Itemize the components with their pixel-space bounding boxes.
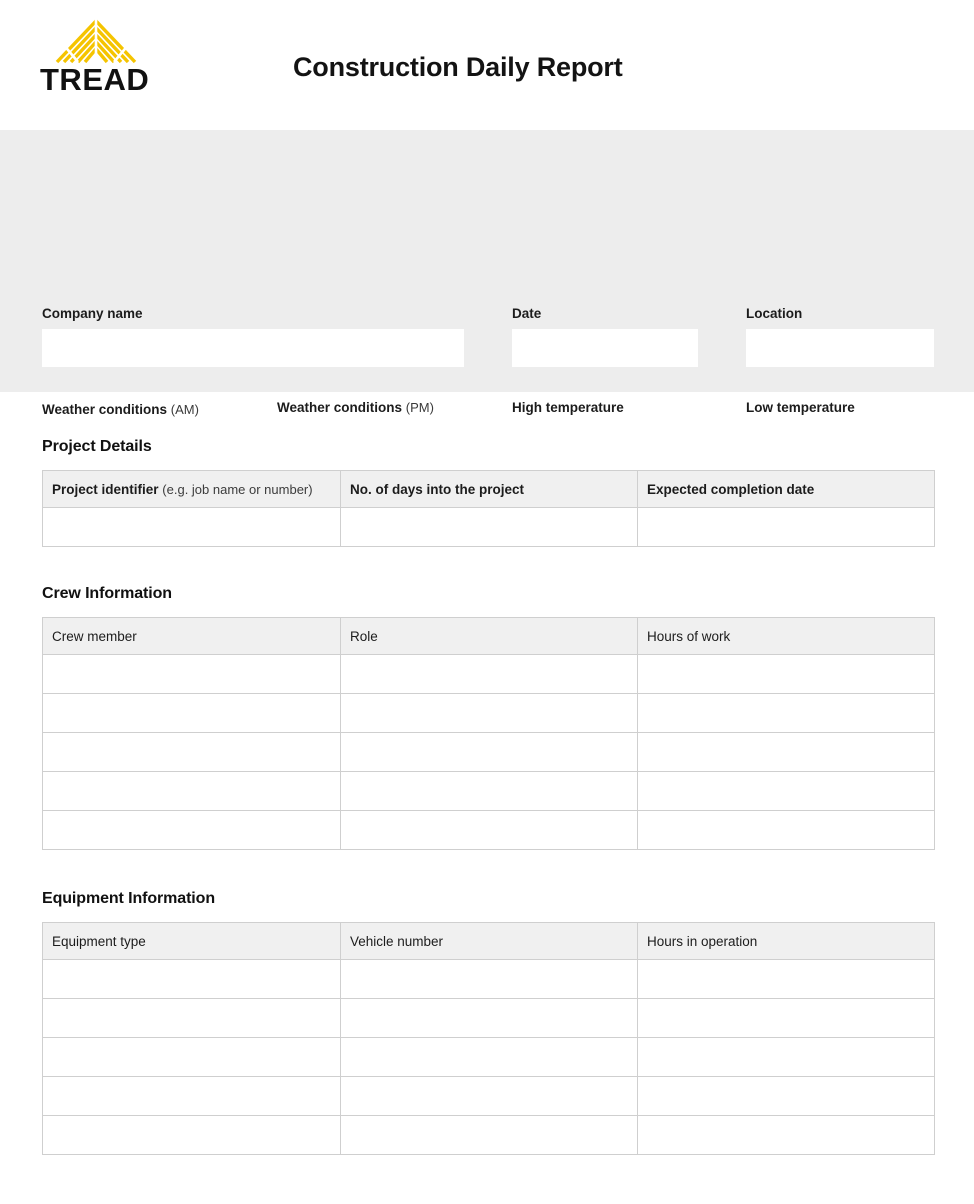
column-header-crew-member: Crew member bbox=[43, 618, 341, 655]
cell-crew-member[interactable] bbox=[43, 733, 341, 772]
report-meta-form bbox=[0, 130, 974, 417]
column-header-equipment-type: Equipment type bbox=[43, 923, 341, 960]
table-row bbox=[43, 1077, 935, 1116]
cell-role[interactable] bbox=[341, 733, 638, 772]
cell-vehicle-number[interactable] bbox=[341, 999, 638, 1038]
location-input[interactable] bbox=[746, 329, 934, 367]
cell-hours-of-work[interactable] bbox=[638, 655, 935, 694]
field-company-name bbox=[42, 306, 464, 367]
crew-information-table bbox=[42, 617, 935, 850]
label-date: Date bbox=[512, 306, 542, 321]
table-row bbox=[43, 508, 935, 547]
label-company-name: Company name bbox=[42, 306, 143, 321]
table-row bbox=[43, 1038, 935, 1077]
brand-wordmark: TREAD bbox=[40, 62, 150, 97]
cell-vehicle-number[interactable] bbox=[341, 960, 638, 999]
table-header-row bbox=[43, 618, 935, 655]
cell-hours-in-operation[interactable] bbox=[638, 999, 935, 1038]
column-header-expected-completion-date: Expected completion date bbox=[638, 471, 935, 508]
cell-role[interactable] bbox=[341, 694, 638, 733]
page-title: Construction Daily Report bbox=[293, 52, 623, 82]
label-location: Location bbox=[746, 306, 803, 321]
cell-days-into-project[interactable] bbox=[341, 508, 638, 547]
label-high-temperature: High temperature bbox=[512, 400, 624, 415]
table-row bbox=[43, 694, 935, 733]
table-header-row bbox=[43, 471, 935, 508]
cell-project-identifier[interactable] bbox=[43, 508, 341, 547]
page-header bbox=[0, 0, 974, 130]
cell-hours-of-work[interactable] bbox=[638, 694, 935, 733]
column-header-vehicle-number: Vehicle number bbox=[341, 923, 638, 960]
field-date bbox=[512, 306, 698, 367]
cell-vehicle-number[interactable] bbox=[341, 1116, 638, 1155]
cell-crew-member[interactable] bbox=[43, 694, 341, 733]
brand-logo bbox=[40, 16, 190, 108]
cell-equipment-type[interactable] bbox=[43, 1038, 341, 1077]
cell-equipment-type[interactable] bbox=[43, 999, 341, 1038]
cell-hours-in-operation[interactable] bbox=[638, 1116, 935, 1155]
cell-role[interactable] bbox=[341, 811, 638, 850]
company-name-input[interactable] bbox=[42, 329, 464, 367]
table-header-row bbox=[43, 923, 935, 960]
label-weather-am: Weather conditions (AM) bbox=[42, 402, 199, 417]
table-row bbox=[43, 1116, 935, 1155]
cell-role[interactable] bbox=[341, 772, 638, 811]
table-row bbox=[43, 811, 935, 850]
table-row bbox=[43, 655, 935, 694]
cell-vehicle-number[interactable] bbox=[341, 1038, 638, 1077]
section-equipment-information bbox=[42, 890, 934, 1155]
section-title-equipment-information: Equipment Information bbox=[42, 890, 216, 907]
column-header-role: Role bbox=[341, 618, 638, 655]
column-header-hours-in-operation: Hours in operation bbox=[638, 923, 935, 960]
cell-hours-in-operation[interactable] bbox=[638, 1038, 935, 1077]
section-project-details bbox=[42, 438, 934, 547]
field-location bbox=[746, 306, 934, 367]
table-row bbox=[43, 772, 935, 811]
cell-crew-member[interactable] bbox=[43, 811, 341, 850]
column-header-days-into-project: No. of days into the project bbox=[341, 471, 638, 508]
label-low-temperature: Low temperature bbox=[746, 400, 855, 415]
table-row bbox=[43, 733, 935, 772]
column-header-project-identifier: Project identifier (e.g. job name or number) bbox=[43, 471, 341, 508]
section-title-crew-information: Crew Information bbox=[42, 585, 172, 602]
table-row bbox=[43, 960, 935, 999]
cell-hours-in-operation[interactable] bbox=[638, 1077, 935, 1116]
section-crew-information bbox=[42, 585, 934, 850]
date-input[interactable] bbox=[512, 329, 698, 367]
cell-hours-of-work[interactable] bbox=[638, 811, 935, 850]
project-details-table bbox=[42, 470, 935, 547]
cell-role[interactable] bbox=[341, 655, 638, 694]
section-title-project-details: Project Details bbox=[42, 438, 152, 455]
cell-equipment-type[interactable] bbox=[43, 1116, 341, 1155]
label-weather-pm: Weather conditions (PM) bbox=[277, 400, 434, 415]
cell-hours-of-work[interactable] bbox=[638, 733, 935, 772]
cell-vehicle-number[interactable] bbox=[341, 1077, 638, 1116]
cell-hours-of-work[interactable] bbox=[638, 772, 935, 811]
table-row bbox=[43, 999, 935, 1038]
cell-hours-in-operation[interactable] bbox=[638, 960, 935, 999]
cell-equipment-type[interactable] bbox=[43, 1077, 341, 1116]
equipment-information-table bbox=[42, 922, 935, 1155]
column-header-hours-of-work: Hours of work bbox=[638, 618, 935, 655]
tread-chevron-logo-icon bbox=[48, 16, 144, 64]
cell-equipment-type[interactable] bbox=[43, 960, 341, 999]
cell-crew-member[interactable] bbox=[43, 655, 341, 694]
cell-crew-member[interactable] bbox=[43, 772, 341, 811]
cell-expected-completion-date[interactable] bbox=[638, 508, 935, 547]
